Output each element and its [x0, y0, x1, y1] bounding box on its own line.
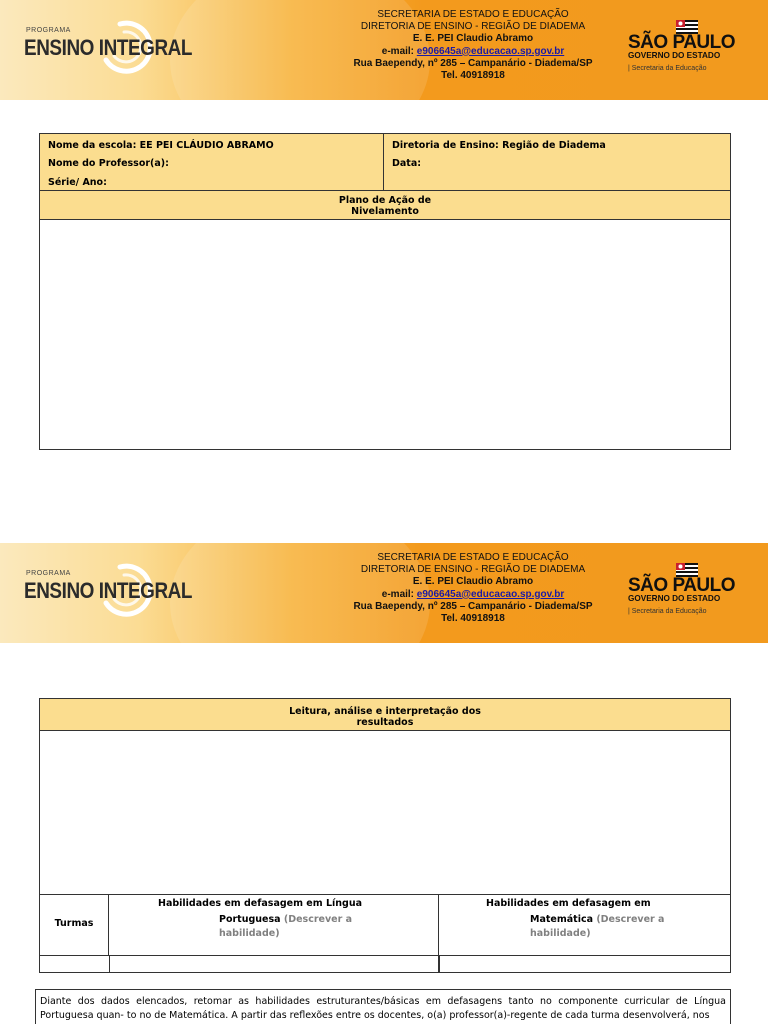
mat-header-line3: habilidade)	[530, 928, 591, 939]
header-line-diretoria: DIRETORIA DE ENSINO - REGIÃO DE DIADEMA	[360, 564, 586, 576]
email-label: e-mail:	[381, 45, 415, 57]
header-line-school: E. E. PEI Claudio Abramo	[412, 33, 534, 45]
header-banner-2	[0, 543, 768, 643]
teacher-name-field: Nome do Professor(a):	[48, 158, 169, 169]
header-contact-block	[330, 552, 616, 625]
grade-field: Série/ Ano:	[48, 177, 107, 188]
logo-program-label: PROGRAMA	[26, 570, 71, 577]
email-label: e-mail:	[381, 588, 415, 600]
logo-governo-subtitle: GOVERNO DO ESTADO	[628, 51, 721, 60]
mat-header-line1: Habilidades em defasagem em	[486, 898, 651, 909]
header-line-secretaria: SECRETARIA DE ESTADO E EDUCAÇÃO	[377, 9, 569, 20]
lp-header-line2b: (Descrever a	[283, 914, 352, 925]
skills-grid	[40, 894, 730, 972]
logo-sao-paulo-title: SÃO PAULO	[628, 32, 736, 53]
directorate-field: Diretoria de Ensino: Região de Diadema	[392, 140, 606, 151]
results-heading-line1: Leitura, análise e interpretação dos	[289, 706, 481, 717]
header-phone: Tel. 40918918	[441, 70, 505, 82]
instructions-paragraph: Diante dos dados elencados, retomar as habilidades estruturantes/básicas em defasagens tanto no componente curricular de Língua Portuguesa quan- to no de Matemática. A partir das reflexões entre os docentes, o(a) professor(a)-regente de cada turma desenvolverá, nos	[35, 989, 731, 1024]
school-name-field: Nome da escola: EE PEI CLÁUDIO ABRAMO	[48, 140, 274, 151]
logo-name: ENSINO INTEGRAL	[24, 578, 193, 603]
turmas-header: Turmas	[40, 895, 109, 955]
plan-table	[39, 133, 731, 450]
mat-header-line2a: Matemática	[530, 914, 593, 925]
results-heading	[40, 699, 730, 731]
logo-sao-paulo-title: SÃO PAULO	[628, 575, 736, 596]
ensino-integral-logo	[24, 563, 193, 623]
lp-header-line1: Habilidades em defasagem em Língua	[158, 898, 362, 909]
header-contact-block	[330, 9, 616, 82]
header-phone: Tel. 40918918	[441, 613, 505, 625]
plan-heading-line2: Nivelamento	[351, 206, 419, 217]
logo-governo-subtitle: GOVERNO DO ESTADO	[628, 594, 721, 603]
logo-program-label: PROGRAMA	[26, 27, 71, 34]
header-address: Rua Baependy, nº 285 – Campanário - Diadema/SP	[353, 57, 593, 69]
mat-header-line2b: (Descrever a	[596, 914, 665, 925]
logo-name: ENSINO INTEGRAL	[24, 35, 193, 60]
math-skills-column[interactable]	[439, 895, 730, 955]
results-table	[39, 698, 731, 973]
logo-department: | Secretaria da Educação	[628, 608, 707, 615]
plan-content-area[interactable]	[40, 221, 730, 449]
sao-paulo-logo	[626, 561, 746, 625]
plan-heading-line1: Plano de Ação de	[338, 195, 432, 206]
ensino-integral-logo	[24, 20, 193, 80]
header-line-school: E. E. PEI Claudio Abramo	[412, 576, 534, 588]
email-link[interactable]: e906645a@educacao.sp.gov.br	[416, 588, 565, 600]
email-link[interactable]: e906645a@educacao.sp.gov.br	[416, 45, 565, 57]
sao-paulo-logo	[626, 18, 746, 82]
lp-header-line2a: Portuguesa	[219, 914, 281, 925]
date-field: Data:	[392, 158, 422, 169]
plan-heading	[40, 191, 730, 220]
turmas-input-row[interactable]	[40, 955, 730, 972]
header-line-secretaria: SECRETARIA DE ESTADO E EDUCAÇÃO	[377, 552, 569, 563]
header-line-diretoria: DIRETORIA DE ENSINO - REGIÃO DE DIADEMA	[360, 21, 586, 33]
results-content-area[interactable]	[40, 732, 730, 893]
header-address: Rua Baependy, nº 285 – Campanário - Diadema/SP	[353, 600, 593, 612]
results-heading-line2: resultados	[356, 717, 414, 728]
logo-department: | Secretaria da Educação	[628, 65, 707, 72]
header-banner	[0, 0, 768, 100]
lp-header-line3: habilidade)	[219, 928, 280, 939]
school-info-row	[40, 134, 730, 191]
